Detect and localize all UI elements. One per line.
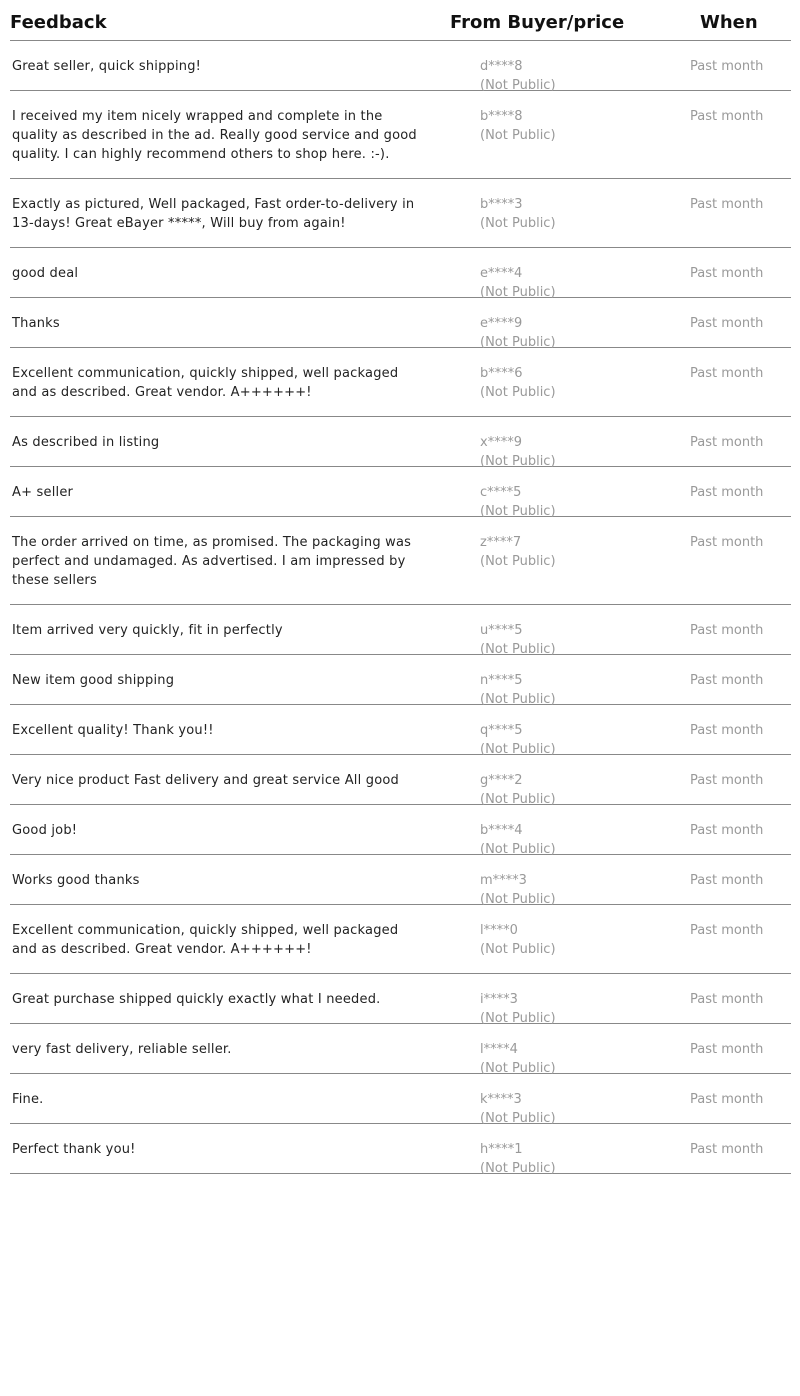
- table-row: [10, 517, 791, 605]
- feedback-text: Fine.: [12, 1092, 44, 1107]
- feedback-text: Exactly as pictured, Well packaged, Fast order-to-delivery in 13-days! Great eBayer *****, Will buy from again!: [12, 197, 415, 231]
- when-text: Past month: [690, 435, 764, 450]
- feedback-text: good deal: [12, 266, 79, 281]
- buyer-cell: [480, 314, 660, 352]
- buyer-id: b****8: [480, 109, 523, 124]
- when-text: Past month: [690, 59, 764, 74]
- not-public-label: (Not Public): [480, 1111, 556, 1126]
- feedback-text: Thanks: [12, 316, 60, 331]
- buyer-id: m****3: [480, 873, 527, 888]
- buyer-column-header: From Buyer/price: [450, 12, 625, 33]
- buyer-cell: [480, 57, 660, 95]
- feedback-column-header: Feedback: [10, 12, 107, 33]
- buyer-id: k****3: [480, 1092, 522, 1107]
- table-row: [10, 905, 791, 974]
- table-row: [10, 248, 791, 298]
- when-text: Past month: [690, 316, 764, 331]
- buyer-id: i****3: [480, 992, 518, 1007]
- not-public-label: (Not Public): [480, 454, 556, 469]
- buyer-id: e****9: [480, 316, 523, 331]
- buyer-cell: [480, 107, 660, 145]
- table-row: [10, 855, 791, 905]
- buyer-cell: [480, 921, 660, 959]
- feedback-table: [10, 0, 791, 1174]
- when-text: Past month: [690, 992, 764, 1007]
- buyer-id: e****4: [480, 266, 523, 281]
- buyer-id: q****5: [480, 723, 523, 738]
- when-text: Past month: [690, 109, 764, 124]
- feedback-text: Great seller, quick shipping!: [12, 59, 202, 74]
- feedback-text: Perfect thank you!: [12, 1142, 136, 1157]
- feedback-text: Works good thanks: [12, 873, 140, 888]
- buyer-id: l****4: [480, 1042, 518, 1057]
- not-public-label: (Not Public): [480, 1161, 556, 1176]
- buyer-id: b****6: [480, 366, 523, 381]
- when-text: Past month: [690, 823, 764, 838]
- buyer-cell: [480, 483, 660, 521]
- table-header: [10, 0, 791, 41]
- feedback-text: A+ seller: [12, 485, 74, 500]
- table-row: [10, 705, 791, 755]
- table-row: [10, 348, 791, 417]
- feedback-text: Excellent quality! Thank you!!: [12, 723, 214, 738]
- feedback-rows: [10, 41, 791, 1174]
- buyer-cell: [480, 990, 660, 1028]
- buyer-cell: [480, 264, 660, 302]
- not-public-label: (Not Public): [480, 1061, 556, 1076]
- buyer-id: b****4: [480, 823, 523, 838]
- feedback-text: As described in listing: [12, 435, 160, 450]
- buyer-id: u****5: [480, 623, 523, 638]
- not-public-label: (Not Public): [480, 1011, 556, 1026]
- buyer-id: l****0: [480, 923, 518, 938]
- not-public-label: (Not Public): [480, 792, 556, 807]
- buyer-cell: [480, 1090, 660, 1128]
- when-text: Past month: [690, 1092, 764, 1107]
- when-text: Past month: [690, 773, 764, 788]
- not-public-label: (Not Public): [480, 335, 556, 350]
- feedback-text: Item arrived very quickly, fit in perfectly: [12, 623, 283, 638]
- when-text: Past month: [690, 1142, 764, 1157]
- table-row: [10, 179, 791, 248]
- not-public-label: (Not Public): [480, 692, 556, 707]
- table-row: [10, 467, 791, 517]
- buyer-cell: [480, 533, 660, 571]
- table-row: [10, 755, 791, 805]
- when-text: Past month: [690, 535, 764, 550]
- feedback-text: very fast delivery, reliable seller.: [12, 1042, 232, 1057]
- buyer-cell: [480, 821, 660, 859]
- table-row: [10, 1024, 791, 1074]
- feedback-text: Excellent communication, quickly shipped, well packaged and as described. Great vendor. A++++++!: [12, 366, 399, 400]
- not-public-label: (Not Public): [480, 504, 556, 519]
- table-row: [10, 417, 791, 467]
- not-public-label: (Not Public): [480, 742, 556, 757]
- when-text: Past month: [690, 923, 764, 938]
- buyer-cell: [480, 721, 660, 759]
- table-row: [10, 1124, 791, 1174]
- when-text: Past month: [690, 873, 764, 888]
- not-public-label: (Not Public): [480, 842, 556, 857]
- buyer-id: x****9: [480, 435, 522, 450]
- buyer-id: n****5: [480, 673, 523, 688]
- not-public-label: (Not Public): [480, 554, 556, 569]
- table-row: [10, 605, 791, 655]
- buyer-cell: [480, 195, 660, 233]
- not-public-label: (Not Public): [480, 385, 556, 400]
- feedback-text: Excellent communication, quickly shipped, well packaged and as described. Great vendor. A++++++!: [12, 923, 399, 957]
- buyer-id: b****3: [480, 197, 523, 212]
- when-text: Past month: [690, 266, 764, 281]
- buyer-cell: [480, 433, 660, 471]
- buyer-id: g****2: [480, 773, 523, 788]
- feedback-text: Very nice product Fast delivery and great service All good: [12, 773, 399, 788]
- buyer-cell: [480, 771, 660, 809]
- feedback-text: Great purchase shipped quickly exactly what I needed.: [12, 992, 381, 1007]
- when-text: Past month: [690, 197, 764, 212]
- when-text: Past month: [690, 723, 764, 738]
- not-public-label: (Not Public): [480, 942, 556, 957]
- feedback-text: The order arrived on time, as promised. The packaging was perfect and undamaged. As advertised. I am impressed by these sellers: [12, 535, 412, 588]
- table-row: [10, 91, 791, 179]
- table-row: [10, 805, 791, 855]
- when-text: Past month: [690, 485, 764, 500]
- when-column-header: When: [700, 12, 758, 33]
- table-row: [10, 974, 791, 1024]
- buyer-cell: [480, 671, 660, 709]
- buyer-cell: [480, 1140, 660, 1178]
- not-public-label: (Not Public): [480, 642, 556, 657]
- table-row: [10, 1074, 791, 1124]
- when-text: Past month: [690, 673, 764, 688]
- not-public-label: (Not Public): [480, 216, 556, 231]
- not-public-label: (Not Public): [480, 78, 556, 93]
- table-row: [10, 298, 791, 348]
- buyer-id: h****1: [480, 1142, 523, 1157]
- when-text: Past month: [690, 623, 764, 638]
- not-public-label: (Not Public): [480, 892, 556, 907]
- buyer-id: z****7: [480, 535, 522, 550]
- not-public-label: (Not Public): [480, 128, 556, 143]
- feedback-text: I received my item nicely wrapped and complete in the quality as described in the ad. Really good service and good quality. I can highly recommend others to shop here. :-).: [12, 109, 417, 162]
- buyer-cell: [480, 871, 660, 909]
- when-text: Past month: [690, 366, 764, 381]
- buyer-cell: [480, 621, 660, 659]
- table-row: [10, 655, 791, 705]
- buyer-id: d****8: [480, 59, 523, 74]
- table-row: [10, 41, 791, 91]
- not-public-label: (Not Public): [480, 285, 556, 300]
- feedback-text: Good job!: [12, 823, 78, 838]
- feedback-text: New item good shipping: [12, 673, 175, 688]
- buyer-cell: [480, 364, 660, 402]
- buyer-id: c****5: [480, 485, 522, 500]
- when-text: Past month: [690, 1042, 764, 1057]
- buyer-cell: [480, 1040, 660, 1078]
